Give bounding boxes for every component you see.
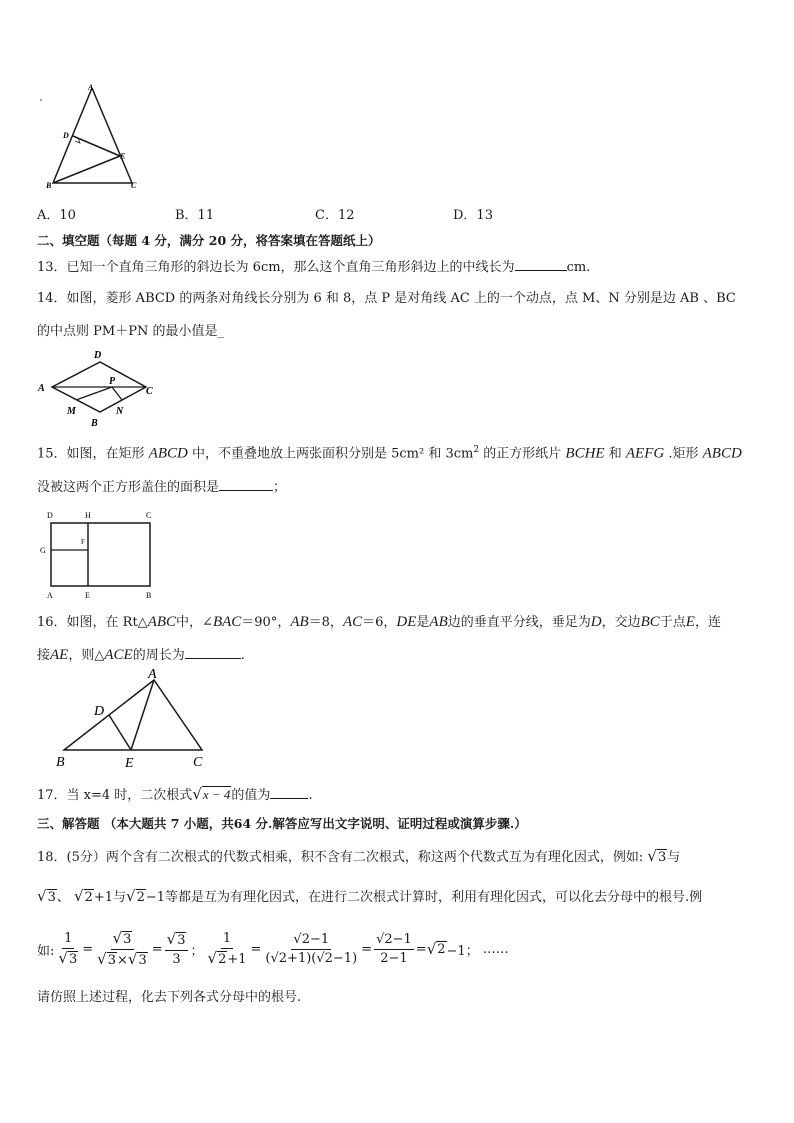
- figure-q16-triangle: [50, 668, 220, 770]
- radicand: 2: [218, 951, 227, 967]
- q18-text: −1: [145, 890, 166, 905]
- q16-text: 于点: [659, 615, 686, 630]
- q16-text: 是: [416, 615, 430, 630]
- fraction: [374, 931, 414, 968]
- q17-end: .: [308, 788, 313, 803]
- q16-text: 的周长为: [132, 648, 185, 663]
- label-h: H: [85, 511, 91, 520]
- label-b: B: [146, 591, 152, 600]
- denominator: √2+1: [207, 948, 247, 967]
- q16-text: ，交边: [601, 615, 641, 630]
- radicand: 3: [123, 931, 132, 947]
- q16-var: AC: [342, 614, 363, 630]
- q16-text: ＝6，: [362, 615, 397, 630]
- radicand: 3: [138, 952, 147, 968]
- equals: =: [415, 941, 427, 957]
- q18-radicand: 3: [47, 890, 56, 905]
- q13-answer-blank[interactable]: [515, 258, 567, 271]
- q15-var: ABCD: [148, 445, 188, 462]
- option-c: C．12: [315, 208, 355, 223]
- plus-one: +1: [227, 951, 247, 967]
- label-c: C: [131, 181, 137, 190]
- fraction: [206, 930, 249, 969]
- label-e: E: [85, 591, 90, 600]
- ellipsis: ……: [482, 941, 509, 957]
- question-18-examples: [37, 926, 509, 972]
- question-16-line2: [37, 645, 245, 666]
- fraction: [95, 929, 150, 970]
- sqrt-sign: √: [126, 887, 136, 905]
- q16-end: .: [240, 648, 245, 663]
- q16-var: ACE: [104, 647, 133, 663]
- q18-radicand: 2: [84, 890, 93, 905]
- q18-text: 等都是互为有理化因式，在进行二次根式计算时，利用有理化因式，可以化去分母中的根号.例: [165, 890, 703, 905]
- times: ×: [116, 952, 128, 968]
- denominator: (√2+1)(√2−1): [265, 950, 358, 966]
- numerator: √2−1: [374, 931, 414, 950]
- denominator: 2−1: [380, 950, 408, 966]
- q15-text: 中，不重叠地放上两张面积分别是 5cm² 和 3cm: [192, 446, 474, 462]
- q18-text: 与: [113, 890, 127, 905]
- q16-var: AB: [290, 614, 309, 630]
- radicand: 3: [68, 951, 78, 967]
- label-b: B: [56, 755, 65, 770]
- q16-text: 16．如图，在 Rt△: [37, 615, 148, 630]
- label-e: E: [125, 756, 134, 770]
- q15-text: 的正方形纸片: [483, 446, 562, 462]
- q18-text: 与: [667, 850, 681, 865]
- sqrt-sign: √: [192, 785, 202, 803]
- option-a: A．10: [37, 208, 76, 223]
- radicand: 2: [437, 941, 446, 957]
- numerator: 1: [62, 930, 74, 949]
- sqrt-sign: √: [647, 847, 657, 865]
- q16-var: BC: [640, 614, 660, 630]
- label-c: C: [146, 511, 152, 520]
- numerator: √3: [111, 929, 135, 950]
- q16-var: AB: [429, 614, 448, 630]
- denominator: 3: [172, 951, 181, 967]
- radicand: 3: [177, 932, 186, 948]
- equals: =: [250, 941, 262, 957]
- label-p: P: [109, 376, 116, 387]
- q16-var: BAC: [212, 614, 242, 630]
- q15-var: ABCD: [702, 445, 742, 462]
- sqrt-sign: √: [426, 940, 437, 958]
- q16-text: 边的垂直平分线，垂足为: [447, 615, 591, 630]
- q17-radicand: x − 4: [202, 787, 231, 802]
- equals: =: [82, 941, 94, 957]
- label-c: C: [146, 386, 153, 397]
- question-15-line1: [37, 440, 742, 464]
- q16-text: ，连: [694, 615, 721, 630]
- label-e: E: [120, 152, 126, 161]
- label-d: D: [94, 350, 102, 361]
- fraction: [56, 930, 80, 969]
- figure-q14-rhombus: [36, 346, 162, 428]
- q15-sup: 2: [473, 445, 480, 455]
- q16-text: ，则△: [68, 648, 105, 663]
- q16-var: E: [685, 614, 695, 630]
- numerator: √3: [165, 930, 189, 951]
- q16-answer-blank[interactable]: [185, 646, 241, 659]
- question-16-line1: [37, 612, 721, 633]
- q16-text: 接: [37, 648, 51, 663]
- denominator: √3×√3: [97, 949, 147, 968]
- q16-text: 中，∠: [176, 615, 213, 630]
- label-a: A: [148, 668, 157, 682]
- question-13: [37, 258, 590, 278]
- sqrt-sign: √: [37, 887, 47, 905]
- q15-var: AEFG: [625, 445, 665, 462]
- q16-text: ＝90°，: [241, 615, 291, 630]
- sqrt-sign: √: [74, 887, 84, 905]
- question-15-line2: [37, 478, 286, 498]
- q18-text: −1；: [446, 943, 479, 959]
- q17-text: 的值为: [231, 788, 271, 803]
- label-f: F: [81, 538, 85, 546]
- radicand: 3: [107, 952, 116, 968]
- label-a: A: [47, 591, 53, 600]
- numerator: √2−1: [291, 931, 331, 950]
- label-d: D: [63, 131, 69, 140]
- label-b: B: [91, 418, 98, 428]
- q18-text: 、: [56, 890, 70, 905]
- option-b: B．11: [175, 208, 215, 223]
- numerator: 1: [221, 930, 233, 949]
- question-14-line2: 的中点则 PM＋PN 的最小值是_: [37, 324, 224, 339]
- question-14-line1: 14．如图，菱形 ABCD 的两条对角线长分别为 6 和 8，点 P 是对角线 AC 上的一个动点，点 M、N 分别是边 AB 、BC: [37, 291, 736, 306]
- label-g: G: [40, 546, 46, 555]
- section-2-heading: 二、填空题（每题 4 分，满分 20 分，将答案填在答题纸上）: [37, 233, 381, 248]
- question-18-line2: [37, 886, 702, 908]
- q18-text: +1: [93, 890, 114, 905]
- q16-var: ABC: [147, 614, 177, 630]
- q15-text: 和: [608, 446, 622, 462]
- figure-q12-triangle: [36, 82, 146, 194]
- fraction: [263, 931, 359, 968]
- q13-text: 13．已知一个直角三角形的斜边长为 6cm，那么这个直角三角形斜边上的中线长为: [37, 260, 515, 275]
- label-d: D: [94, 704, 105, 719]
- label-m: M: [67, 406, 76, 417]
- q18-radicand: 3: [657, 850, 667, 865]
- q15-end: ；: [273, 480, 287, 495]
- label-a: A: [88, 83, 94, 92]
- q15-var: BCHE: [565, 445, 605, 462]
- q15-text: .矩形: [668, 446, 699, 462]
- q18-text: 如:: [37, 943, 55, 959]
- question-18-instruction: 请仿照上述过程，化去下列各式分母中的根号.: [37, 990, 302, 1005]
- q15-text: 15．如图，在矩形: [37, 446, 145, 462]
- q18-text: 18．(5分）两个含有二次根式的代数式相乘，积不含有二次根式，称这两个代数式互为有理化因式，例如:: [37, 850, 644, 865]
- q16-var: D: [590, 614, 602, 630]
- q15-answer-blank[interactable]: [219, 478, 273, 491]
- label-b: B: [46, 181, 52, 190]
- section-3-heading: 三、解答题 （本大题共 7 小题，共64 分.解答应写出文字说明、证明过程或演算步骤.）: [37, 816, 527, 831]
- label-a: A: [38, 383, 45, 394]
- fraction: [165, 930, 189, 969]
- q18-radicand: 2: [136, 890, 145, 905]
- label-n: N: [116, 406, 124, 417]
- equals: =: [151, 941, 163, 957]
- q17-answer-blank[interactable]: [270, 786, 308, 799]
- q16-var: AE: [50, 647, 69, 663]
- figure-q15-rectangle: [36, 508, 158, 600]
- question-18-line1: [37, 846, 680, 868]
- q17-text: 17．当 x=4 时，二次根式: [37, 788, 193, 803]
- label-c: C: [193, 755, 203, 770]
- denominator: √3: [58, 948, 78, 967]
- q16-text: ＝8，: [308, 615, 343, 630]
- question-17: [37, 784, 313, 806]
- option-d: D．13: [453, 208, 493, 223]
- q16-var: DE: [396, 614, 417, 630]
- equals: =: [361, 941, 373, 957]
- label-d: D: [47, 511, 53, 520]
- q15-text: 没被这两个正方形盖住的面积是: [37, 480, 220, 495]
- q13-unit: cm.: [566, 260, 591, 275]
- semicolon: ；: [190, 943, 204, 959]
